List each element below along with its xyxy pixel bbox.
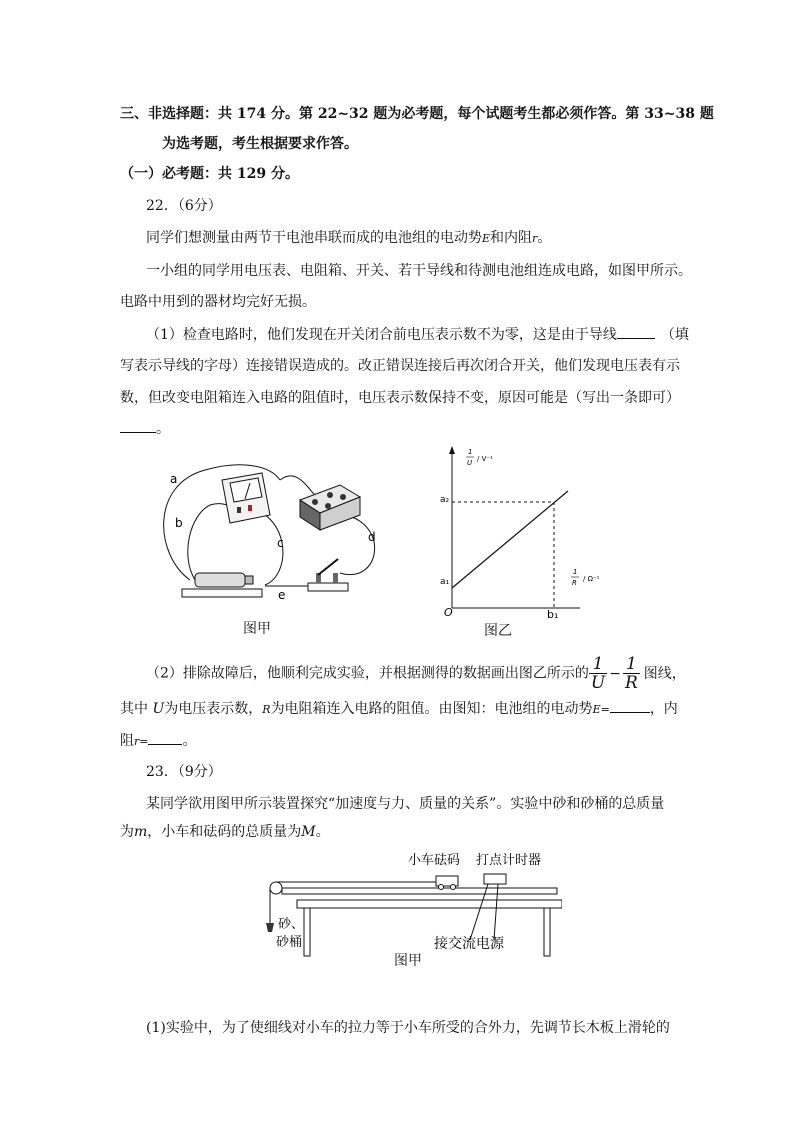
figure-yi-caption: 图乙 [484,623,512,639]
label-timer: 打点计时器 [476,853,542,868]
y-label-den: U [467,459,473,467]
q22-part2-line1: （2）排除故障后，他顺利完成实验，并根据测得的数据画出图乙所示的 $\frac{1}{U}$ − $\frac{1}{R}$ 图线， [146,654,686,693]
figure-jia-caption: 图甲 [243,621,271,637]
tick-b1: b₁ [547,608,559,620]
battery [182,573,262,597]
wire-label-d: d [368,530,376,544]
origin-label: O [444,606,453,619]
graph-1u-1r [430,440,610,620]
q22-part2-line3: 阻r= 。 [120,730,196,752]
answer-blank-2[interactable] [120,418,156,433]
answer-blank-emf[interactable] [610,698,650,713]
answer-blank-1[interactable] [617,324,655,339]
data-line [452,491,568,588]
answer-blank-r[interactable] [148,730,182,745]
q23-line1: 某同学欲用图甲所示装置探究“加速度与力、质量的关系”。实验中砂和砂桶的总质量 [146,796,665,812]
section-subheading: （一）必考题：共 129 分。 [120,166,299,182]
tick-a2: a₂ [440,495,450,505]
fraction-1-over-u: $\frac{1}{U}$ [590,654,606,693]
tick-a1: a₁ [440,577,450,587]
q23-line2: 为m，小车和砝码的总质量为M。 [120,824,330,840]
q22-intro: 同学们想测量由两节干电池串联而成的电池组的电动势E和内阻r。 [146,230,552,246]
voltmeter [222,473,270,523]
timer [484,874,506,884]
wire-label-c: c [277,536,284,550]
circuit-diagram [150,455,390,615]
q22-part1-line2: 写表示导线的字母）连接错误造成的。改正错误连接后再次闭合开关，他们发现电压表有示 [120,358,680,374]
q22-paragraph-line2: 电路中用到的器材均完好无损。 [120,294,316,310]
wire-d [340,515,375,575]
x-label-num: 1 [573,568,578,576]
q23-number: 23．（9分） [146,764,222,780]
label-car-weights: 小车砝码 [408,853,461,868]
resistance-box [300,485,360,530]
q22-part1-line3: 数，但改变电阻箱连入电路的阻值时，电压表示数保持不变，原因可能是（写出一条即可） [120,390,680,406]
section-heading-line1: 三、非选择题：共 174 分。第 22~32 题为必考题，每个试题考生都必须作答。第 33~38 题 [120,106,714,122]
wire-label-e: e [278,588,286,602]
q22-part2-line2: 其中 U为电压表示数，R为电阻箱连入电路的阻值。由图知：电池组的电动势E= ，内 [120,698,678,720]
y-label-num: 1 [468,448,473,456]
figure-q23-caption: 图甲 [394,953,422,969]
pulley [270,882,282,894]
q23-part1-line1: (1)实验中，为了使细线对小车的拉力等于小车所受的合外力，先调节长木板上滑轮的 [146,1020,670,1036]
q22-part1-line4: 。 [120,418,170,439]
q22-paragraph-line1: 一小组的同学用电压表、电阻箱、开关、若干导线和待测电池组连成电路，如图甲所示。 [146,263,692,279]
wire-label-b: b [175,516,183,530]
label-power: 接交流电源 [434,936,504,952]
q22-part1-line1: （1）检查电路时，他们发现在开关闭合前电压表示数不为零，这是由于导线 （填 [146,324,689,345]
section-heading-line2: 为选考题，考生根据要求作答。 [162,136,358,152]
car [436,876,458,886]
table-leg-right [544,908,550,956]
sand-bucket [266,923,274,932]
x-label-den: R [572,579,577,587]
table-top [297,900,562,908]
q22-number: 22．（6分） [146,198,222,214]
x-unit: / Ω⁻¹ [583,575,600,583]
wire-label-a: a [170,472,178,486]
y-unit: / V⁻¹ [477,455,493,463]
fraction-1-over-r: $\frac{1}{R}$ [624,654,638,693]
table-leg-left [304,908,310,956]
label-sand-1: 砂、 [278,917,305,932]
switch [308,559,348,591]
long-board [282,888,557,894]
label-sand-2: 砂桶 [276,935,303,950]
